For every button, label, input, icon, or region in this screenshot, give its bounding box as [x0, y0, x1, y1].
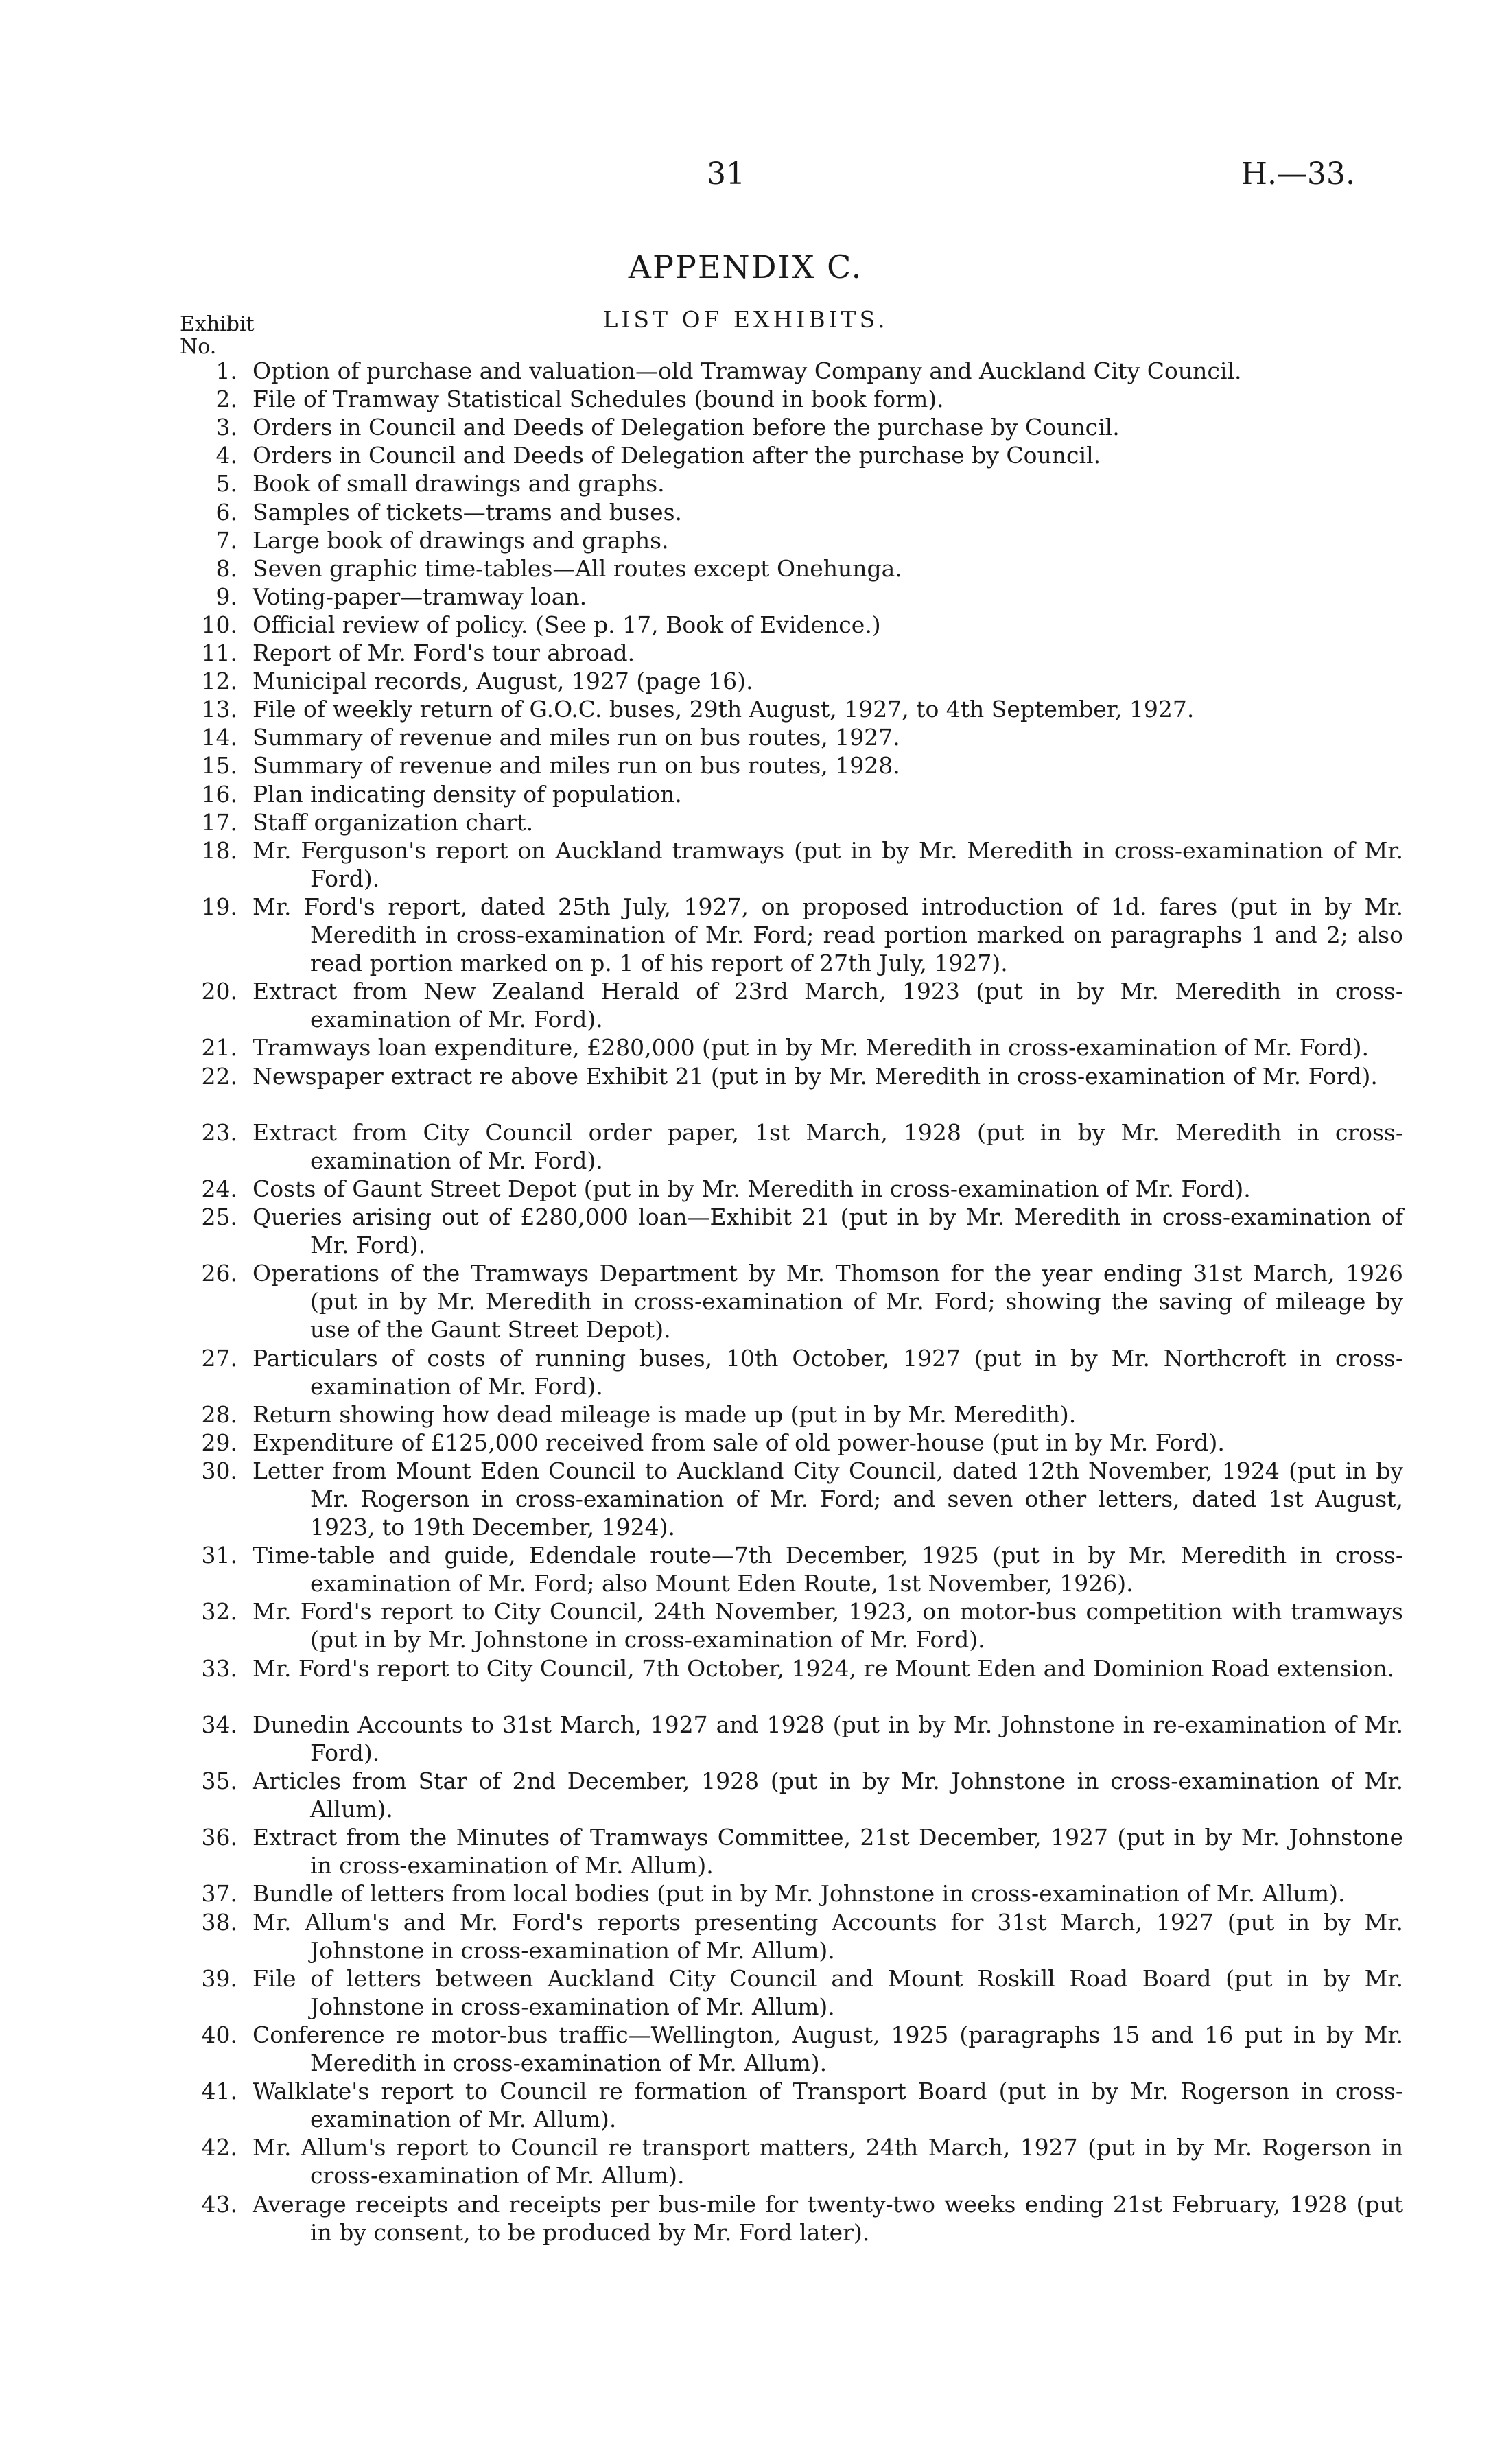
list-title: LIST OF EXHIBITS. [602, 306, 889, 333]
exhibit-number: 23. [201, 1118, 237, 1146]
exhibit-number: 14. [201, 724, 237, 751]
exhibit-number: 10. [201, 611, 237, 638]
exhibit-number: 43. [201, 2190, 237, 2218]
exhibit-description: File of letters between Auckland City Council and Mount Roskill Road Board (put in by Mr. Johnstone in cross-examination of Mr. Allum). [253, 1964, 1403, 2020]
exhibit-description: Seven graphic time-tables—All routes except Onehunga. [253, 554, 902, 582]
exhibit-description: Extract from City Council order paper, 1st March, 1928 (put in by Mr. Meredith in cross-examination of Mr. Ford). [253, 1118, 1403, 1174]
exhibit-description: Dunedin Accounts to 31st March, 1927 and 1928 (put in by Mr. Johnstone in re-examination of Mr. Ford). [253, 1711, 1403, 1766]
exhibit-description: Option of purchase and valuation—old Tramway Company and Auckland City Council. [253, 357, 1242, 384]
exhibit-description: Mr. Ford's report to City Council, 7th October, 1924, re Mount Eden and Dominion Road extension. [253, 1654, 1395, 1682]
exhibit-number: 24. [201, 1175, 237, 1202]
exhibit-number: 40. [201, 2021, 237, 2048]
exhibit-number: 15. [201, 752, 237, 779]
exhibit-number: 41. [201, 2078, 237, 2105]
exhibit-description: Return showing how dead mileage is made up (put in by Mr. Meredith). [253, 1400, 1077, 1428]
exhibit-description: Municipal records, August, 1927 (page 16). [253, 668, 753, 695]
exhibit-number: 13. [201, 696, 237, 723]
exhibit-description: Letter from Mount Eden Council to Auckland City Council, dated 12th November, 1924 (put in by Mr. Rogerson in cross-examination of Mr. Ford; and seven other letters, dated 1st August, 1923, to 19th December, 1924). [253, 1457, 1403, 1540]
appendix-title: APPENDIX C. [628, 248, 863, 285]
exhibit-number: 27. [201, 1344, 237, 1372]
exhibit-number: 39. [201, 1964, 237, 1992]
exhibit-description: Staff organization chart. [253, 808, 534, 836]
exhibit-number: 6. [215, 498, 237, 526]
exhibit-number: 7. [215, 526, 237, 554]
exhibit-description: Particulars of costs of running buses, 10th October, 1927 (put in by Mr. Northcroft in cross-examination of Mr. Ford). [253, 1344, 1403, 1400]
exhibit-number: 38. [201, 1908, 237, 1936]
exhibit-description: Conference re motor-bus traffic—Wellington, August, 1925 (paragraphs 15 and 16 put in by Mr. Meredith in cross-examination of Mr. Allum). [253, 2021, 1403, 2076]
exhibit-number: 32. [201, 1598, 237, 1626]
exhibit-description: File of Tramway Statistical Schedules (bound in book form). [253, 386, 944, 413]
exhibit-description: Operations of the Tramways Department by Mr. Thomson for the year ending 31st March, 1926 (put in by Mr. Meredith in cross-examination of Mr. Ford; showing the saving of mileage by use of the Gaunt Street Depot). [253, 1260, 1403, 1344]
exhibit-description: Large book of drawings and graphs. [253, 526, 669, 554]
exhibit-number: 30. [201, 1457, 237, 1484]
exhibit-description: File of weekly return of G.O.C. buses, 29th August, 1927, to 4th September, 1927. [253, 696, 1195, 723]
exhibit-number: 29. [201, 1429, 237, 1456]
exhibit-number: 42. [201, 2134, 237, 2161]
exhibit-description: Mr. Allum's report to Council re transport matters, 24th March, 1927 (put in by Mr. Rogerson in cross-examination of Mr. Allum). [253, 2134, 1403, 2190]
exhibit-description: Articles from Star of 2nd December, 1928 (put in by Mr. Johnstone in cross-examination of Mr. Allum). [253, 1768, 1403, 1822]
exhibit-description: Summary of revenue and miles run on bus routes, 1927. [253, 724, 900, 751]
exhibit-description: Walklate's report to Council re formation of Transport Board (put in by Mr. Rogerson in cross-examination of Mr. Allum). [253, 2078, 1403, 2133]
exhibit-number: 25. [201, 1204, 237, 1230]
exhibit-number: 35. [201, 1768, 237, 1794]
exhibit-description: Extract from the Minutes of Tramways Committee, 21st December, 1927 (put in by Mr. Johnstone in cross-examination of Mr. Allum). [253, 1824, 1403, 1879]
exhibit-number: 16. [201, 780, 237, 808]
exhibit-description: Average receipts and receipts per bus-mile for twenty-two weeks ending 21st February, 1928 (put in by consent, to be produced by Mr. Ford later). [253, 2190, 1403, 2246]
column-header-no: No. [180, 335, 217, 359]
exhibit-description: Book of small drawings and graphs. [253, 470, 665, 497]
exhibit-description: Mr. Ford's report, dated 25th July, 1927, on proposed introduction of 1d. fares (put in by Mr. Meredith in cross-examination of Mr. Ford; read portion marked on paragraphs 1 and 2; also read portion marked on p. 1 of his report of 27th July, 1927). [253, 893, 1403, 976]
exhibit-number: 34. [201, 1711, 237, 1738]
exhibit-number: 19. [201, 893, 237, 920]
exhibit-description: Official review of policy. (See p. 17, Book of Evidence.) [253, 611, 881, 638]
exhibit-number: 31. [201, 1542, 237, 1569]
exhibit-number: 3. [215, 414, 237, 441]
exhibit-description: Expenditure of £125,000 received from sale of old power-house (put in by Mr. Ford). [253, 1429, 1225, 1456]
exhibit-description: Costs of Gaunt Street Depot (put in by Mr. Meredith in cross-examination of Mr. Ford). [253, 1175, 1251, 1202]
exhibit-number: 4. [215, 442, 237, 469]
exhibit-description: Queries arising out of £280,000 loan—Exhibit 21 (put in by Mr. Meredith in cross-examination of Mr. Ford). [253, 1204, 1403, 1258]
exhibit-number: 9. [215, 583, 237, 610]
exhibit-number: 2. [215, 386, 237, 413]
exhibit-description: Newspaper extract re above Exhibit 21 (put in by Mr. Meredith in cross-examination of Mr. Ford). [253, 1062, 1378, 1090]
column-header-exhibit: Exhibit [180, 312, 255, 336]
document-reference: H.—33. [1241, 156, 1355, 191]
exhibit-description: Plan indicating density of population. [253, 780, 682, 808]
exhibit-description: Summary of revenue and miles run on bus routes, 1928. [253, 752, 900, 779]
exhibit-description: Bundle of letters from local bodies (put in by Mr. Johnstone in cross-examination of Mr. Allum). [253, 1880, 1346, 1908]
exhibit-number: 36. [201, 1824, 237, 1851]
page-number: 31 [707, 156, 745, 191]
exhibit-description: Samples of tickets—trams and buses. [253, 498, 683, 526]
exhibit-description: Mr. Allum's and Mr. Ford's reports presenting Accounts for 31st March, 1927 (put in by Mr. Johnstone in cross-examination of Mr. Allum). [253, 1908, 1403, 1964]
exhibit-number: 17. [201, 808, 237, 836]
exhibit-description: Report of Mr. Ford's tour abroad. [253, 640, 635, 666]
exhibit-number: 33. [201, 1654, 237, 1682]
exhibit-number: 28. [201, 1400, 237, 1428]
exhibit-description: Mr. Ferguson's report on Auckland tramways (put in by Mr. Meredith in cross-examination of Mr. Ford). [253, 836, 1403, 892]
exhibit-description: Voting-paper—tramway loan. [253, 583, 587, 610]
exhibit-number: 5. [215, 470, 237, 497]
exhibit-description: Orders in Council and Deeds of Delegation after the purchase by Council. [253, 442, 1101, 469]
exhibit-number: 22. [201, 1062, 237, 1090]
exhibit-description: Orders in Council and Deeds of Delegation before the purchase by Council. [253, 414, 1120, 441]
exhibit-number: 1. [215, 357, 237, 384]
exhibit-description: Tramways loan expenditure, £280,000 (put in by Mr. Meredith in cross-examination of Mr. Ford). [253, 1034, 1370, 1061]
exhibit-number: 20. [201, 978, 237, 1005]
exhibit-description: Time-table and guide, Edendale route—7th December, 1925 (put in by Mr. Meredith in cross-examination of Mr. Ford; also Mount Eden Route, 1st November, 1926). [253, 1542, 1403, 1597]
exhibit-number: 12. [201, 668, 237, 695]
exhibit-number: 26. [201, 1260, 237, 1287]
exhibit-number: 21. [201, 1034, 237, 1061]
exhibit-description: Extract from New Zealand Herald of 23rd March, 1923 (put in by Mr. Meredith in cross-examination of Mr. Ford). [253, 978, 1403, 1033]
exhibit-description: Mr. Ford's report to City Council, 24th November, 1923, on motor-bus competition with tramways (put in by Mr. Johnstone in cross-examination of Mr. Ford). [253, 1598, 1403, 1654]
exhibit-number: 18. [201, 836, 237, 864]
exhibit-number: 37. [201, 1880, 237, 1908]
exhibit-number: 11. [201, 640, 237, 666]
exhibit-number: 8. [215, 554, 237, 582]
